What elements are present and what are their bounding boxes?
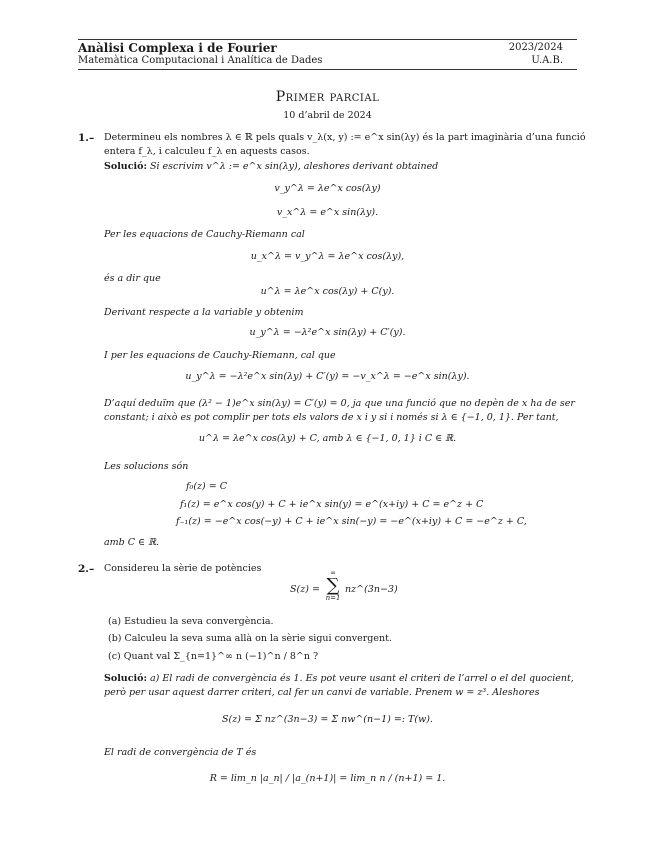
equation-u: u^λ = λe^x cos(λy) + C(y).	[260, 286, 395, 297]
item-a: (a) Estudieu la seva convergència.	[108, 616, 274, 627]
header-rule-bottom	[78, 69, 577, 70]
text-derivant: Derivant respecte a la variable y obtenim	[104, 307, 304, 318]
series-lhs: S(z) =	[290, 584, 320, 595]
solution-intro: Si escrivim v^λ := e^x sin(λy), aleshores derivant obtained	[149, 161, 439, 172]
equation-radius: R = lim_n |a_n| / |a_(n+1)| = lim_n n / (n+1) = 1.	[209, 773, 446, 784]
series-upper-limit: ∞	[330, 569, 336, 577]
series-lower-limit: n=1	[325, 594, 341, 602]
program-name: Matemàtica Computacional i Analítica de Dades	[78, 55, 323, 66]
text-cauchy-riemann-2: I per les equacions de Cauchy-Riemann, cal que	[104, 350, 336, 361]
exam-date: 10 d’abril de 2024	[283, 110, 372, 121]
problem-1-number: 1.–	[78, 132, 95, 144]
equation-u-final: u^λ = λe^x cos(λy) + C, amb λ ∈ {−1, 0, 1} i C ∈ ℝ.	[198, 433, 457, 444]
problem-2-solution-line-1	[104, 672, 574, 686]
header-rule-top	[78, 39, 577, 40]
university: U.A.B.	[531, 55, 563, 66]
series-term: nz^(3n−3)	[345, 584, 398, 595]
text-cauchy-riemann: Per les equacions de Cauchy-Riemann cal	[104, 229, 305, 240]
series-sigma	[322, 569, 344, 603]
equation-f1: f₁(z) = e^x cos(y) + C + ie^x sin(y) = e^(x+iy) + C = e^z + C	[180, 499, 484, 510]
equation-f0: f₀(z) = C	[186, 481, 228, 492]
text-es-a-dir: és a dir que	[104, 273, 161, 284]
item-b: (b) Calculeu la seva suma allà on la sèrie sigui convergent.	[108, 633, 392, 644]
equation-f-minus-1: f₋₁(z) = −e^x cos(−y) + C + ie^x sin(−y) = −e^(x+iy) + C = −e^z + C,	[176, 516, 527, 527]
problem-1-solution-line	[104, 160, 438, 174]
text-deduction-1: D’aquí deduïm que (λ² − 1)e^x sin(λy) = C′(y) = 0, ja que una funció que no depèn de x ha de ser	[104, 398, 575, 409]
problem-1-statement-line-2: entera f_λ, i calculeu f_λ en aquests casos.	[104, 146, 310, 157]
problem-2-statement: Considereu la sèrie de potències	[104, 563, 262, 574]
item-c: (c) Quant val Σ_{n=1}^∞ n (−1)^n / 8^n ?	[108, 651, 319, 662]
equation-ux: u_x^λ = v_y^λ = λe^x cos(λy),	[250, 251, 405, 262]
equation-uy-full: u_y^λ = −λ²e^x sin(λy) + C′(y) = −v_x^λ = −e^x sin(λy).	[185, 371, 470, 382]
academic-year: 2023/2024	[508, 42, 563, 53]
solution-2-label: Solució:	[104, 673, 147, 684]
text-deduction-2: constant; i això es pot complir per tots els valors de x i y si i només si λ ∈ {−1, 0, 1}. Per tant,	[104, 412, 559, 423]
solution-2-text-1: a) El radi de convergència és 1. Es pot veure usant el criteri de l’arrel o el del quocient,	[149, 673, 574, 684]
problem-1-statement-line-1: Determineu els nombres λ ∈ ℝ pels quals v_λ(x, y) := e^x sin(λy) és la part imaginària d’una funció	[104, 132, 586, 143]
text-radi-t: El radi de convergència de T és	[104, 747, 257, 758]
text-solutions: Les solucions són	[104, 461, 189, 472]
equation-uy: u_y^λ = −λ²e^x sin(λy) + C′(y).	[249, 327, 406, 338]
solution-label: Solució:	[104, 161, 147, 172]
text-amb-c: amb C ∈ ℝ.	[104, 537, 160, 548]
sigma-icon: ∑	[326, 575, 340, 596]
problem-2-solution-line-2: però per usar aquest darrer criteri, cal fer un canvi de variable. Prenem w = z³. Aleshores	[104, 687, 540, 698]
exam-title: Primer parcial	[275, 89, 380, 105]
equation-vx: v_x^λ = e^x sin(λy).	[276, 207, 379, 218]
course-title: Anàlisi Complexa i de Fourier	[78, 41, 277, 55]
equation-s-t: S(z) = Σ nz^(3n−3) = Σ nw^(n−1) =: T(w).	[222, 714, 433, 725]
equation-vy: v_y^λ = λe^x cos(λy)	[274, 183, 381, 194]
problem-2-number: 2.–	[78, 563, 95, 575]
